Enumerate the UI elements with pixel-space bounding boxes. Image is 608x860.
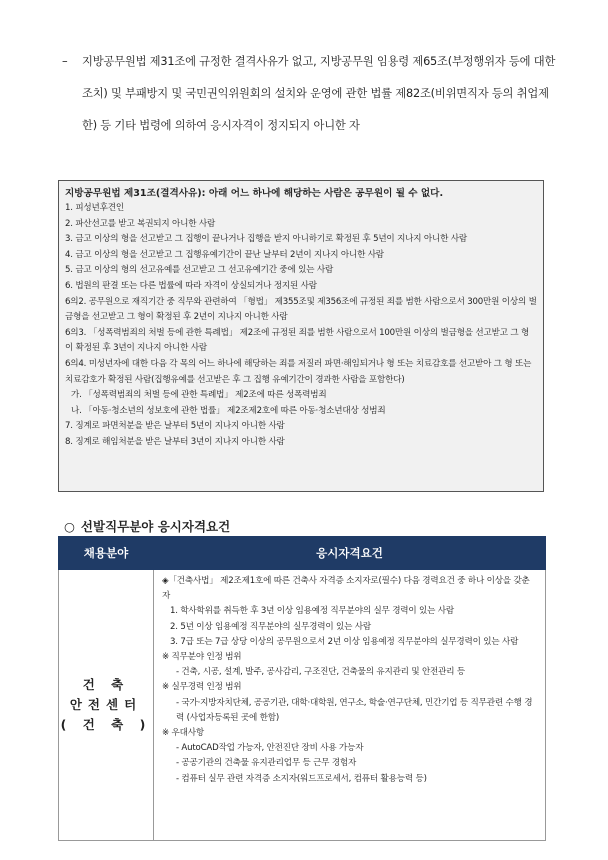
law-item: 3. 금고 이상의 형을 선고받고 그 집행이 끝나거나 집행을 받지 아니하기로 확정된 후 5년이 지나지 아니한 사람 — [65, 234, 467, 245]
requirement-line: - 컴퓨터 실무 관련 자격증 소지자(워드프로세서, 컴퓨터 활용능력 등) — [176, 773, 427, 784]
circle-bullet-icon: ○ — [64, 519, 75, 534]
dept-line: 건 축 — [82, 677, 130, 692]
law-item: 2. 파산선고를 받고 복권되지 아니한 사람 — [65, 218, 216, 229]
requirement-line: - AutoCAD작업 가능자, 안전진단 장비 사용 가능자 — [176, 743, 364, 754]
intro-text: 지방공무원법 제31조에 규정한 결격사유가 없고, 지방공무원 임용령 제65조(부정행위자 등에 대한 조치) 및 부패방지 및 국민권익위원회의 설치와 운영에 관한 법률 제82조(비위면직자 등의 취업제한) 등 기타 법령에 의하여 응시자격이 정지되지 아니한 자 — [82, 55, 556, 132]
requirement-line: ◈「건축사법」 제2조제1호에 따른 건축사 자격증 소지자로(필수) 다음 경력요건 중 하나 이상을 갖춘 자 — [162, 576, 530, 602]
disqualification-law-box — [58, 180, 544, 492]
law-box-title: 지방공무원법 제31조(결격사유): 아래 어느 하나에 해당하는 사람은 공무원이 될 수 없다. — [65, 188, 444, 199]
department-cell — [59, 570, 154, 841]
dept-line: ( 건 축 ) — [60, 717, 152, 732]
law-subitem: 나. 「아동·청소년의 성보호에 관한 법률」 제2조제2호에 따른 아동·청소년대상 성범죄 — [71, 405, 386, 416]
law-item: 5. 금고 이상의 형의 선고유예를 선고받고 그 선고유예기간 중에 있는 사람 — [65, 265, 334, 276]
law-item: 6의2. 공무원으로 재직기간 중 직무와 관련하여 「형법」 제355조및 제356조에 규정된 죄를 범한 사람으로서 300만원 이상의 벌금형을 선고받고 그 형이 확정된 후 2년이 지나지 아니한 사람 — [65, 296, 537, 323]
eligibility-intro — [62, 46, 562, 142]
section-title: 선발직무분야 응시자격요건 — [80, 519, 231, 534]
law-item: 1. 피성년후견인 — [65, 203, 124, 213]
intro-dash: – — [62, 55, 68, 68]
law-item: 6의4. 미성년자에 대한 다음 각 목의 어느 하나에 해당하는 죄를 저질러 파면·해임되거나 형 또는 치료감호를 선고받아 그 형 또는 치료감호가 확정된 사람(집행유예를 선고받은 후 그 집행 유예기간이 경과한 사람을 포함한다) — [65, 358, 532, 385]
law-item: 4. 금고 이상의 형을 선고받고 그 집행유예기간이 끝난 날부터 2년이 지나지 아니한 사람 — [65, 249, 384, 260]
law-item: 6의3. 「성폭력범죄의 처벌 등에 관한 특례법」 제2조에 규정된 죄를 범한 사람으로서 100만원 이상의 벌금형을 선고받고 그 형이 확정된 후 3년이 지나지 아니한 사람 — [65, 327, 530, 354]
law-item: 8. 징계로 해임처분을 받은 날부터 3년이 지나지 아니한 사람 — [65, 436, 285, 447]
requirement-line: 2. 5년 이상 임용예정 직무분야의 실무경력이 있는 사람 — [170, 621, 371, 632]
requirements-cell — [154, 570, 546, 841]
header-field: 채용분야 — [59, 537, 154, 570]
requirements-table — [58, 536, 546, 841]
table-row — [59, 570, 546, 841]
requirement-line: ※ 실무경력 인정 범위 — [162, 682, 242, 693]
header-requirements: 응시자격요건 — [154, 537, 546, 570]
requirement-line: - 건축, 시공, 설계, 발주, 공사감리, 구조진단, 건축물의 유지관리 및 안전관리 등 — [176, 667, 465, 678]
table-header-row — [59, 537, 546, 570]
law-item: 7. 징계로 파면처분을 받은 날부터 5년이 지나지 아니한 사람 — [65, 421, 285, 432]
requirement-line: - 공공기관의 건축물 유지관리업무 등 근무 경험자 — [176, 758, 357, 769]
requirement-line: - 국가·지방자치단체, 공공기관, 대학·대학원, 연구소, 학술·연구단체, 민간기업 등 직무관련 수행 경력 (사업자등록된 곳에 한함) — [176, 697, 533, 723]
requirement-line: ※ 직무분야 인정 범위 — [162, 652, 242, 663]
requirement-line: ※ 우대사항 — [162, 728, 204, 739]
dept-line: 안전센터 — [69, 697, 143, 712]
law-subitem: 가. 「성폭력범죄의 처벌 등에 관한 특례법」 제2조에 따른 성폭력범죄 — [71, 390, 327, 401]
law-item: 6. 법원의 판결 또는 다른 법률에 따라 자격이 상실되거나 정지된 사람 — [65, 280, 317, 291]
requirement-line: 3. 7급 또는 7급 상당 이상의 공무원으로서 2년 이상 임용예정 직무분야의 실무경력이 있는 사람 — [170, 636, 519, 647]
requirement-line: 1. 학사학위를 취득한 후 3년 이상 임용예정 직무분야의 실무 경력이 있는 사람 — [170, 606, 454, 617]
section-heading — [64, 517, 230, 535]
